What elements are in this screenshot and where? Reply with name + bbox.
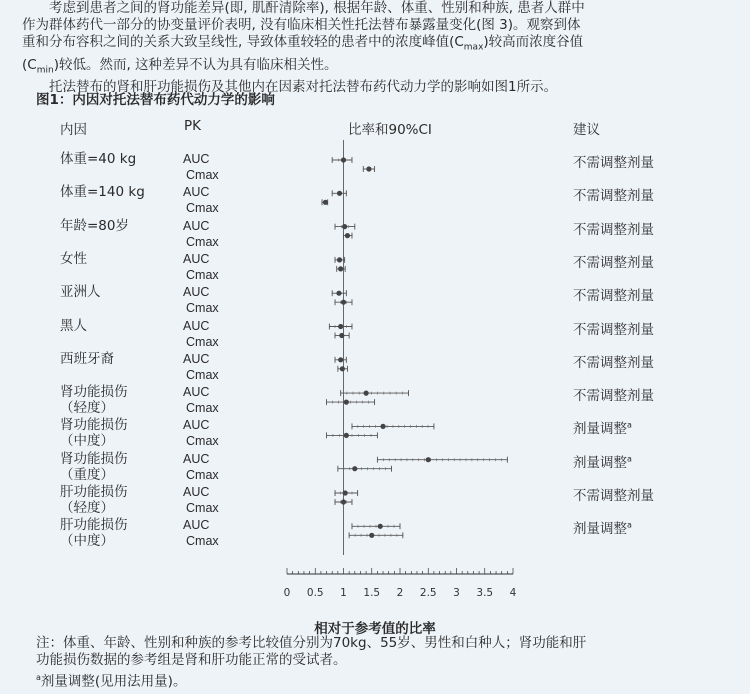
- pk-label-auc: AUC: [183, 185, 210, 200]
- intro-line-2: 作为群体药代一部分的协变量评价表明, 没有临床相关性托法替布暴露量变化(图 3)。观察到体: [22, 17, 581, 33]
- x-tick-label: 2: [396, 587, 404, 599]
- recommendation-text: 剂量调整$^a$: [573, 520, 632, 538]
- x-tick-label: 1: [340, 587, 347, 599]
- point-estimate: [426, 457, 431, 462]
- point-estimate: [338, 357, 343, 362]
- pk-label-cmax: Cmax: [186, 434, 219, 449]
- recommendation-text: 剂量调整$^a$: [573, 420, 632, 438]
- point-estimate: [380, 424, 385, 429]
- point-estimate: [344, 400, 349, 405]
- pk-label-auc: AUC: [183, 385, 210, 400]
- point-estimate: [336, 291, 341, 296]
- pk-label-auc: AUC: [183, 485, 210, 499]
- pk-label-auc: AUC: [183, 152, 210, 166]
- recommendation-text: 不需调整剂量: [573, 188, 654, 205]
- x-tick-label: 3: [453, 587, 460, 599]
- x-tick-label: 0: [283, 587, 291, 599]
- pk-label-auc: AUC: [183, 418, 210, 433]
- point-estimate: [352, 466, 357, 471]
- pk-label-cmax: Cmax: [186, 168, 219, 182]
- pk-label-cmax: Cmax: [186, 267, 219, 282]
- pk-label-cmax: Cmax: [186, 201, 219, 216]
- column-header-ratio: 比率和90%CI: [348, 122, 432, 138]
- x-tick-label: 4: [509, 587, 517, 599]
- footnote-mark: a: [627, 520, 632, 530]
- pk-label-auc: AUC: [183, 251, 210, 266]
- point-estimate: [337, 257, 342, 262]
- recommendation-text: 不需调整剂量: [573, 288, 654, 305]
- pk-label-cmax: Cmax: [186, 467, 219, 482]
- figure-title: 图1：内因对托法替布药代动力学的影响: [36, 92, 275, 108]
- recommendation-text: 不需调整剂量: [573, 354, 654, 371]
- factor-sublabel: （重度）: [60, 466, 114, 483]
- pk-label-cmax: Cmax: [186, 367, 219, 382]
- recommendation-text: 不需调整剂量: [573, 221, 654, 238]
- factor-label: 西班牙裔: [60, 350, 114, 367]
- point-estimate: [337, 191, 342, 196]
- x-axis-label: 相对于参考值的比率: [314, 621, 436, 637]
- factor-sublabel: （中度）: [60, 433, 114, 450]
- factor-label: 肝功能损伤: [60, 517, 128, 534]
- point-estimate: [341, 499, 346, 504]
- factor-label: 肾功能损伤: [60, 450, 128, 467]
- pk-label-cmax: Cmax: [186, 534, 219, 549]
- point-estimate: [366, 166, 371, 171]
- note-line-1: 注：体重、年龄、性别和种族的参考比较值分别为70kg、55岁、男性和白种人；肾功能和肝: [36, 635, 587, 651]
- factor-label: 肾功能损伤: [60, 417, 128, 434]
- recommendation-text: 不需调整剂量: [573, 488, 654, 504]
- point-estimate: [345, 233, 350, 238]
- factor-sublabel: （轻度）: [60, 400, 114, 417]
- x-tick-label: 1.5: [363, 587, 381, 599]
- point-estimate: [342, 224, 347, 229]
- pk-label-auc: AUC: [183, 318, 210, 333]
- point-estimate: [323, 200, 328, 205]
- factor-label: 体重=140 kg: [60, 184, 145, 201]
- recommendation-text: 不需调整剂量: [573, 155, 654, 171]
- point-estimate: [341, 300, 346, 305]
- x-tick-label: 0.5: [306, 587, 324, 599]
- pk-label-auc: AUC: [183, 285, 210, 300]
- note-line-2: 功能损伤数据的参考组是肾和肝功能正常的受试者。: [36, 652, 347, 668]
- column-header-pk: PK: [184, 118, 201, 134]
- pk-label-auc: AUC: [183, 351, 210, 366]
- factor-label: 亚洲人: [60, 284, 101, 301]
- point-estimate: [343, 490, 348, 495]
- factor-label: 肾功能损伤: [60, 384, 128, 401]
- factor-sublabel: （中度）: [60, 533, 114, 550]
- point-estimate: [378, 524, 383, 529]
- factor-label: 体重=40 kg: [60, 151, 137, 167]
- column-header-recommendation: 建议: [573, 122, 600, 138]
- recommendation-text: 不需调整剂量: [573, 254, 654, 271]
- pk-label-cmax: Cmax: [186, 301, 219, 316]
- pk-label-cmax: Cmax: [186, 501, 219, 515]
- intro-line-4: $(C_{min})$较低。然而, 这种差异不认为具有临床相关性。: [22, 56, 338, 76]
- point-estimate: [344, 433, 349, 438]
- point-estimate: [364, 391, 369, 396]
- factor-label: 女性: [60, 250, 87, 267]
- intro-line-1: 考虑到患者之间的肾功能差异(即, 肌酐清除率), 根据年龄、体重、性别和种族, 患者人群中: [49, 0, 585, 16]
- pk-label-auc: AUC: [183, 518, 210, 533]
- x-tick-label: 3.5: [476, 587, 494, 599]
- footnote-mark: a: [627, 420, 632, 430]
- point-estimate: [369, 533, 374, 538]
- intro-line-3: 重和分布容积之间的关系大致呈线性, 导致体重较轻的患者中的浓度峰值$(C_{max})$较高而浓度谷值: [22, 34, 584, 53]
- pk-label-auc: AUC: [183, 451, 210, 466]
- point-estimate: [341, 157, 346, 162]
- point-estimate: [338, 266, 343, 271]
- recommendation-text: 不需调整剂量: [573, 321, 654, 338]
- recommendation-text: 不需调整剂量: [573, 388, 654, 405]
- pk-label-cmax: Cmax: [186, 334, 219, 349]
- factor-sublabel: （轻度）: [60, 500, 114, 516]
- point-estimate: [338, 324, 343, 329]
- intro-line-5: 托法替布的肾和肝功能损伤及其他内在因素对托法替布药代动力学的影响如图1所示。: [49, 79, 558, 96]
- x-tick-label: 2.5: [419, 587, 437, 599]
- pk-label-auc: AUC: [183, 218, 210, 233]
- pk-label-cmax: Cmax: [186, 234, 219, 249]
- factor-label: 黑人: [60, 317, 87, 334]
- factor-label: 肝功能损伤: [60, 484, 128, 500]
- pk-label-cmax: Cmax: [186, 401, 219, 416]
- point-estimate: [340, 366, 345, 371]
- factor-label: 年龄=80岁: [60, 217, 129, 234]
- footnote-mark: a: [627, 454, 632, 464]
- point-estimate: [339, 333, 344, 338]
- recommendation-text: 剂量调整$^a$: [573, 454, 632, 471]
- column-header-factor: 内因: [60, 122, 87, 138]
- footnote: $^a$剂量调整(见用法用量)。: [36, 673, 187, 690]
